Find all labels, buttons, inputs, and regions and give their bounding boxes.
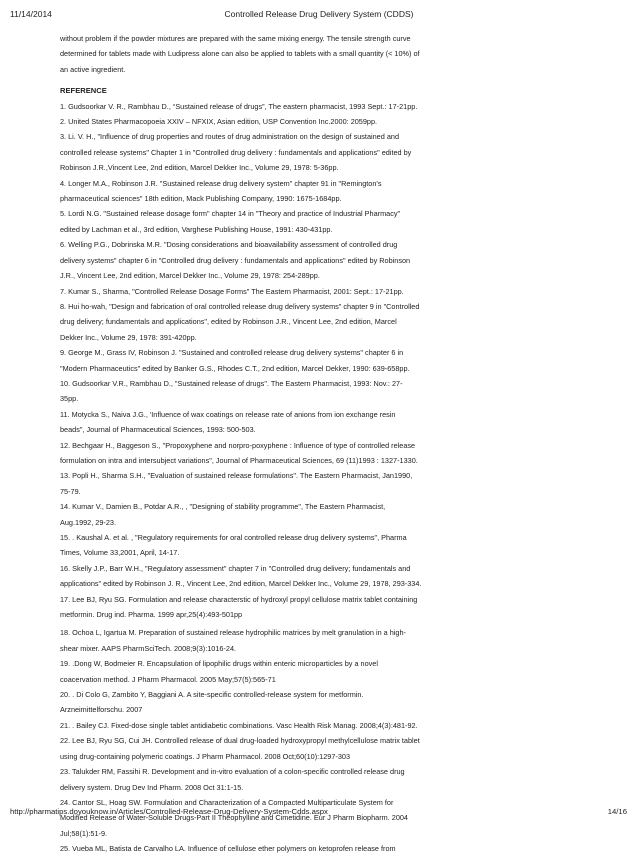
reference-list-continued — [60, 625, 590, 856]
page-header — [0, 0, 638, 18]
reference-line: 10. Gudsoorkar V.R., Rambhau D., "Sustained release of drugs". The Eastern Pharmacist, 1993: Nov.: 27- — [60, 378, 403, 388]
reference-line: Times, Volume 33,2001, April, 14-17. — [60, 548, 180, 558]
page-title: Controlled Release Drug Delivery System (CDDS) — [224, 9, 414, 19]
reference-line: 6. Welling P.G., Dobrinska M.R. "Dosing considerations and bioavailability assessment of controlled drug — [60, 240, 398, 250]
reference-line: 24. Cantor SL, Hoag SW. Formulation and Characterization of a Compacted Multiparticulate System for — [60, 797, 394, 807]
reference-line: 22. Lee BJ, Ryu SG, Cui JH. Controlled release of dual drug-loaded hydroxypropyl methylcellulose matrix tablet — [60, 736, 420, 746]
reference-line: 12. Bechgaar H., Baggeson S., "Propoxyphene and norpro-poxyphene : Influence of type of controlled release — [60, 440, 416, 450]
print-date: 11/14/2014 — [10, 9, 52, 19]
reference-line: 17. Lee BJ, Ryu SG. Formulation and release characterstic of hydroxyl propyl cellulose matrix tablet containing — [60, 594, 418, 604]
reference-line: delivery system. Drug Dev Ind Pharm. 2008 Oct 31:1-15. — [60, 782, 244, 792]
reference-line: controlled release systems" Chapter 1 in "Controlled drug delivery : fundamentals and applications" edited by — [60, 147, 412, 157]
reference-line: applications" edited by Robinson J. R., Vincent Lee, 2nd edition, Marcel Dekker Inc., Volume 29, 1978, 293-334. — [60, 579, 422, 589]
reference-line: edited by Lachman et al., 3rd edition, Varghese Publishing House, 1991: 430-431pp. — [60, 224, 333, 234]
text-line: an active ingredient. — [60, 64, 126, 74]
reference-line: drug delivery; fundamentals and applications", edited by Robinson J.R., Vincent Lee, 2nd edition, Marcel — [60, 317, 397, 327]
reference-line: delivery systems" chapter 6 in "Controlled drug delivery : fundamentals and applications" edited by Robinson — [60, 255, 411, 265]
reference-line: 75-79. — [60, 486, 81, 496]
reference-line: 23. Talukder RM, Fassihi R. Development and in-vitro evaluation of a colon-specific controlled release drug — [60, 767, 405, 777]
text-line: determined for tablets made with Ludipress alone can also be applied to tablets with a small quantity (< 10%) of — [60, 49, 420, 59]
text-line: without problem if the powder mixtures are prepared with the same mixing energy. The tensile strength curve — [60, 34, 411, 43]
reference-line: 15. . Kaushal A. et al. , "Regulatory requirements for oral controlled release drug delivery systems", Pharma — [60, 533, 407, 542]
reference-line: Arzneimittelforschu. 2007 — [60, 705, 143, 715]
reference-line: 2. United States Pharmacopoeia XXIV – NFXIX, Asian edition, USP Convention Inc.2000: 2059pp. — [60, 117, 378, 127]
reference-line: 5. Lordi N.G. "Sustained release dosage form" chapter 14 in "Theory and practice of Industrial Pharmacy" — [60, 209, 401, 219]
reference-line: formulation on intra and intersubject variations", Journal of Pharmaceutical Sciences, 69 (11)1993 : 1327-1330. — [60, 455, 418, 465]
reference-line: 4. Longer M.A., Robinson J.R. "Sustained release drug delivery system" chapter 91 in "Remington's — [60, 178, 382, 188]
reference-line: 18. Ochoa L, Igartua M. Preparation of sustained release hydrophilic matrices by melt granulation in a high- — [60, 628, 406, 638]
reference-line: 35pp. — [60, 394, 79, 404]
source-url[interactable]: http://pharmatips.doyouknow.in/Articles/Controlled-Release-Drug-Delivery-System-Cdds.aspx — [10, 807, 328, 816]
reference-line: beads", Journal of Pharmaceutical Sciences, 1993: 500-503. — [60, 425, 256, 435]
reference-line: J.R., Vincent Lee, 2nd edition, Marcel Dekker Inc., Volume 29, 1978: 254-289pp. — [60, 271, 320, 281]
article-body — [60, 31, 590, 857]
reference-line: 25. Vueba ML, Batista de Carvalho LA. Influence of cellulose ether polymers on ketoprofen release from — [60, 844, 396, 854]
reference-line: Dekker Inc., Volume 29, 1978: 391-420pp. — [60, 332, 197, 342]
reference-line: 13. Popli H., Sharma S.H., "Evaluation of sustained release formulations". The Eastern Pharmacist, Jan1990, — [60, 471, 413, 481]
reference-line: 14. Kumar V., Damien B., Potdar A.R., , "Designing of stability programme", The Eastern Pharmacist, — [60, 502, 386, 512]
reference-line: 11. Motycka S., Naiva J.G., 'Influence of wax coatings on release rate of anions from ion exchange resin — [60, 409, 396, 419]
reference-line: "Modern Pharmaceutics" edited by Banker G.S., Rhodes C.T., 2nd edition, Marcel Dekker, 1990: 639-658pp. — [60, 363, 410, 373]
reference-line: shear mixer. AAPS PharmSciTech. 2008;9(3):1016-24. — [60, 643, 237, 653]
reference-line: Aug.1992, 29-23. — [60, 517, 116, 527]
reference-line: 1. Gudsoorkar V. R., Rambhau D., “Sustained release of drugs”, The eastern pharmacist, 1993 Sept.: 17-21pp. — [60, 101, 418, 111]
reference-line: 20. . Di Colo G, Zambito Y, Baggiani A. A site-specific controlled-release system for metformin. — [60, 690, 364, 700]
reference-line: pharmaceutical sciences" 18th edition, Mack Publishing Company, 1990: 1675-1684pp. — [60, 194, 342, 204]
reference-line: 8. Hui ho-wah, "Design and fabrication of oral controlled release drug delivery systems" chapter 9 in "Controlled — [60, 301, 420, 311]
intro-paragraph — [60, 31, 590, 77]
page-number: 14/16 — [607, 807, 627, 816]
reference-line: coacervation method. J Pharm Pharmacol. 2005 May;57(5):565-71 — [60, 674, 276, 684]
reference-line: 7. Kumar S., Sharma, "Controlled Release Dosage Forms" The Eastern Pharmacist, 2001: Sept.: 17-21pp. — [60, 286, 404, 296]
reference-line: Jul;58(1):51-9. — [60, 828, 108, 838]
reference-list — [60, 99, 590, 623]
reference-line: 9. George M., Grass IV, Robinson J. "Sustained and controlled release drug delivery systems" chapter 6 in — [60, 348, 404, 358]
reference-line: metformin. Drug ind. Pharma. 1999 apr,25(4):493-501pp — [60, 610, 243, 620]
reference-line: 16. Skelly J.P., Barr W.H., "Regulatory assessment" chapter 7 in "Controlled drug delivery; fundamentals and — [60, 563, 411, 573]
reference-line: Robinson J.R.,Vincent Lee, 2nd edition, Marcel Dekker Inc., Volume 29, 1978: 5-36pp. — [60, 163, 339, 173]
reference-line: 21. . Bailey CJ. Fixed-dose single tablet antidiabetic combinations. Vasc Health Risk Manag. 2008;4(3):481-92. — [60, 720, 418, 730]
reference-line: 3. Li. V. H., "Influence of drug properties and routes of drug administration on the design of sustained and — [60, 132, 400, 142]
reference-line: using drug-containing polymeric coatings. J Pharm Pharmacol. 2008 Oct;60(10):1297-303 — [60, 751, 351, 761]
reference-heading: REFERENCE — [60, 86, 107, 96]
reference-line: 19. .Dong W, Bodmeier R. Encapsulation of lipophilic drugs within enteric microparticles by a novel — [60, 659, 378, 669]
reference-line: Modified Release of Water-Soluble Drugs-Part II Theophylline and Cimetidine. Eur J Pharm Biopharm. 2004 — [60, 813, 408, 823]
